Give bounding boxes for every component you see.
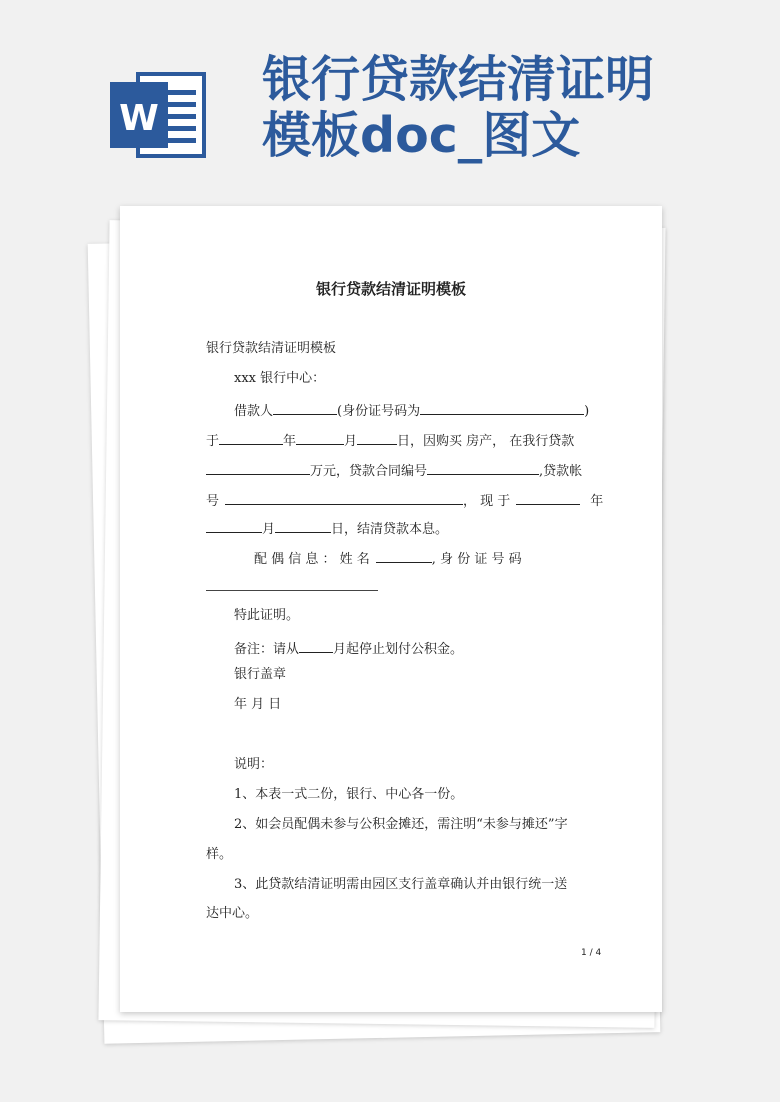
document-heading: 银行贷款结清证明模板: [206, 341, 337, 356]
amount-blank: [206, 460, 310, 475]
yue-text: 月: [344, 434, 358, 449]
note-prefix: 备注：请从: [234, 642, 300, 657]
id-close: ): [584, 404, 590, 419]
spouse-line: [254, 548, 522, 569]
spouse-name-blank: [376, 548, 432, 563]
borrower-line: [234, 400, 589, 421]
account-line: [206, 490, 603, 511]
explain-item-3-cont: 达中心。: [206, 906, 259, 921]
settle-text: 日，结清贷款本息。: [331, 522, 449, 537]
explain-item-2: 2、如会员配偶未参与公积金摊还，需注明“未参与摊还”字: [234, 817, 568, 832]
sign-date: 年 月 日: [234, 697, 282, 712]
borrower-blank: [273, 400, 337, 415]
yu-text: 于: [206, 434, 220, 449]
word-logo-icon: [108, 68, 208, 162]
explain-item-1: 1、本表一式二份，银行、中心各一份。: [234, 787, 464, 802]
amount-line: [206, 460, 582, 481]
id-number-blank: [420, 400, 584, 415]
settle-day-blank: [275, 518, 331, 533]
day-blank: [357, 430, 397, 445]
settle-nian-text: 年: [590, 494, 604, 509]
banner-title-line2: 模板doc_图文: [262, 107, 581, 164]
note-month-blank: [299, 638, 333, 653]
settle-year-blank: [516, 490, 580, 505]
spouse-id-blank: [206, 590, 378, 591]
explain-title: 说明：: [234, 757, 274, 772]
page-number: 1 / 4: [581, 948, 602, 958]
now-text: ， 现 于: [463, 494, 511, 509]
note-suffix: 月起停止划付公积金。: [333, 642, 464, 657]
word-logo-letter: W: [119, 98, 159, 139]
year-blank: [219, 430, 283, 445]
banner-title-line1: 银行贷款结清证明: [262, 51, 655, 108]
banner-title: [262, 52, 654, 164]
bank-seal: 银行盖章: [234, 667, 287, 682]
account-blank: [225, 490, 463, 505]
settle-yue-text: 月: [262, 522, 276, 537]
month-blank: [296, 430, 344, 445]
borrower-label: 借款人: [234, 404, 274, 419]
spouse-id-label: , 身 份 证 号 码: [431, 552, 522, 567]
note-line: [234, 638, 463, 659]
account-label: ,贷款帐: [539, 464, 583, 479]
spouse-name-label: 配 偶 信 息 ： 姓 名: [254, 552, 370, 567]
id-label: (身份证号码为: [337, 404, 421, 419]
document-title: 银行贷款结清证明模板: [315, 280, 466, 298]
contract-label: 万元，贷款合同编号: [310, 464, 428, 479]
certify-text: 特此证明。: [234, 608, 300, 623]
hao-text: 号: [206, 494, 220, 509]
explain-item-3: 3、此贷款结清证明需由园区支行盖章确认并由银行统一送: [234, 877, 568, 892]
contract-blank: [427, 460, 539, 475]
nian-text: 年: [283, 434, 297, 449]
addressee: xxx 银行中心：: [234, 371, 326, 386]
document-page: [120, 206, 662, 1012]
explain-item-2-cont: 样。: [206, 847, 233, 862]
settle-line: [206, 518, 448, 539]
settle-month-blank: [206, 518, 262, 533]
purchase-text: 日，因购买 房产， 在我行贷款: [397, 434, 575, 449]
date-purchase-line: [206, 430, 574, 451]
